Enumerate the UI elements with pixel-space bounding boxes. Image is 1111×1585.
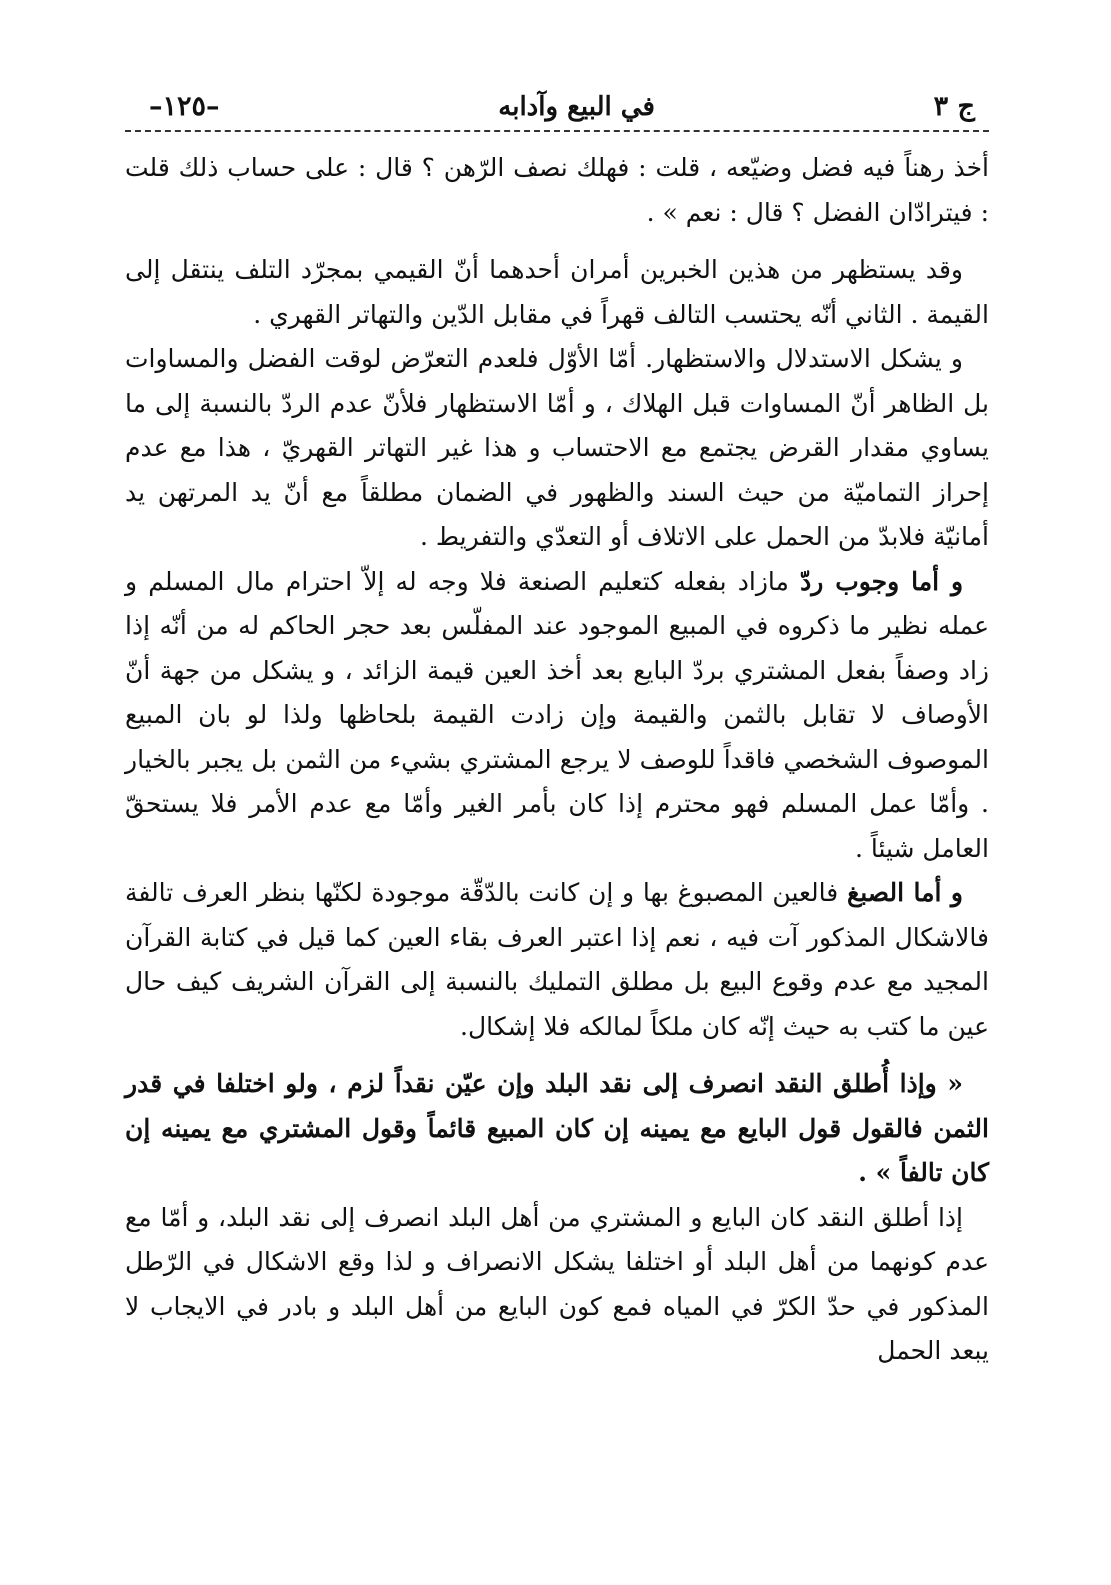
page-body — [125, 146, 989, 1374]
paragraph-3: و يشكل الاستدلال والاستظهار. أمّا الأوّل فلعدم التعرّض لوقت الفضل والمساوات بل الظاهر أنّ المساوات قبل الهلاك ، و أمّا الاستظهار فلأنّ عدم الردّ بالنسبة إلى ما يساوي مقدار القرض يجتمع مع الاحتساب و هذا غير التهاتر القهريّ ، هذا مع عدم إحراز التماميّة من حيث السند والظهور في الضمان مطلقاً مع أنّ يد المرتهن يد أمانيّة فلابدّ من الحمل على الاتلاف أو التعدّي والتفريط . — [125, 344, 989, 551]
quoted-text: « وإذا أُطلق النقد انصرف إلى نقد البلد وإن عيّن نقداً لزم ، ولو اختلفا في قدر الثمن فالقول قول البايع مع يمينه إن كان المبيع قائماً وقول المشتري مع يمينه إن كان تالفاً » . — [125, 1069, 989, 1187]
chapter-title: في البيع وآدابه — [498, 92, 655, 122]
header-divider — [125, 130, 989, 132]
paragraph-5-text: فالعين المصبوغ بها و إن كانت بالدّقّة موجودة لكنّها بنظر العرف تالفة فالاشكال المذكور آت فيه ، نعم إذا اعتبر العرف بقاء العين كما قيل في كتابة القرآن المجيد مع عدم وقوع البيع بل مطلق التمليك بالنسبة إلى القرآن الشريف كيف حال عين ما كتب به حيث إنّه كان ملكاً لمالكه فلا إشكال. — [125, 878, 989, 1041]
paragraph-1: أخذ رهناً فيه فضل وضيّعه ، قلت : فهلك نصف الرّهن ؟ قال : على حساب ذلك قلت : فيترادّان الفضل ؟ قال : نعم » . — [125, 153, 989, 227]
page-header — [125, 62, 989, 122]
paragraph-4 — [125, 560, 989, 872]
page-number: –١٢٥– — [149, 91, 220, 122]
paragraph-6: إذا أطلق النقد كان البايع و المشتري من أهل البلد انصرف إلى نقد البلد، و أمّا مع عدم كونهما من أهل البلد أو اختلفا يشكل الانصراف و لذا وقع الاشكال في الرّطل المذكور في حدّ الكرّ في المياه فمع كون البايع من أهل البلد و بادر في الايجاب لا يبعد الحمل — [125, 1202, 989, 1365]
paragraph-4-lead: و أما وجوب ردّ — [800, 566, 964, 596]
paragraph-5-lead: و أما الصبغ — [846, 878, 963, 907]
paragraph-2: وقد يستظهر من هذين الخبرين أمران أحدهما أنّ القيمي بمجرّد التلف ينتقل إلى القيمة . الثاني أنّه يحتسب التالف قهراً في مقابل الدّين والتهاتر القهري . — [125, 255, 989, 329]
paragraph-5 — [125, 871, 989, 1049]
volume-label: ج ٣ — [933, 91, 975, 122]
paragraph-4-text: مازاد بفعله كتعليم الصنعة فلا وجه له إلاّ احترام مال المسلم و عمله نظير ما ذكروه في المبيع الموجود عند المفلّس بعد حجر الحاكم له من أنّه إذا زاد وصفاً بفعل المشتري بردّ البايع بعد أخذ العين قيمة الزائد ، و يشكل من جهة أنّ الأوصاف لا تقابل بالثمن والقيمة وإن زادت القيمة بلحاظها ولذا لو بان المبيع الموصوف الشخصي فاقداً للوصف لا يرجع المشتري بشيء من الثمن بل يجبر بالخيار . وأمّا عمل المسلم فهو محترم إذا كان بأمر الغير وأمّا مع عدم الأمر فلا يستحقّ العامل شيئاً . — [125, 566, 989, 863]
